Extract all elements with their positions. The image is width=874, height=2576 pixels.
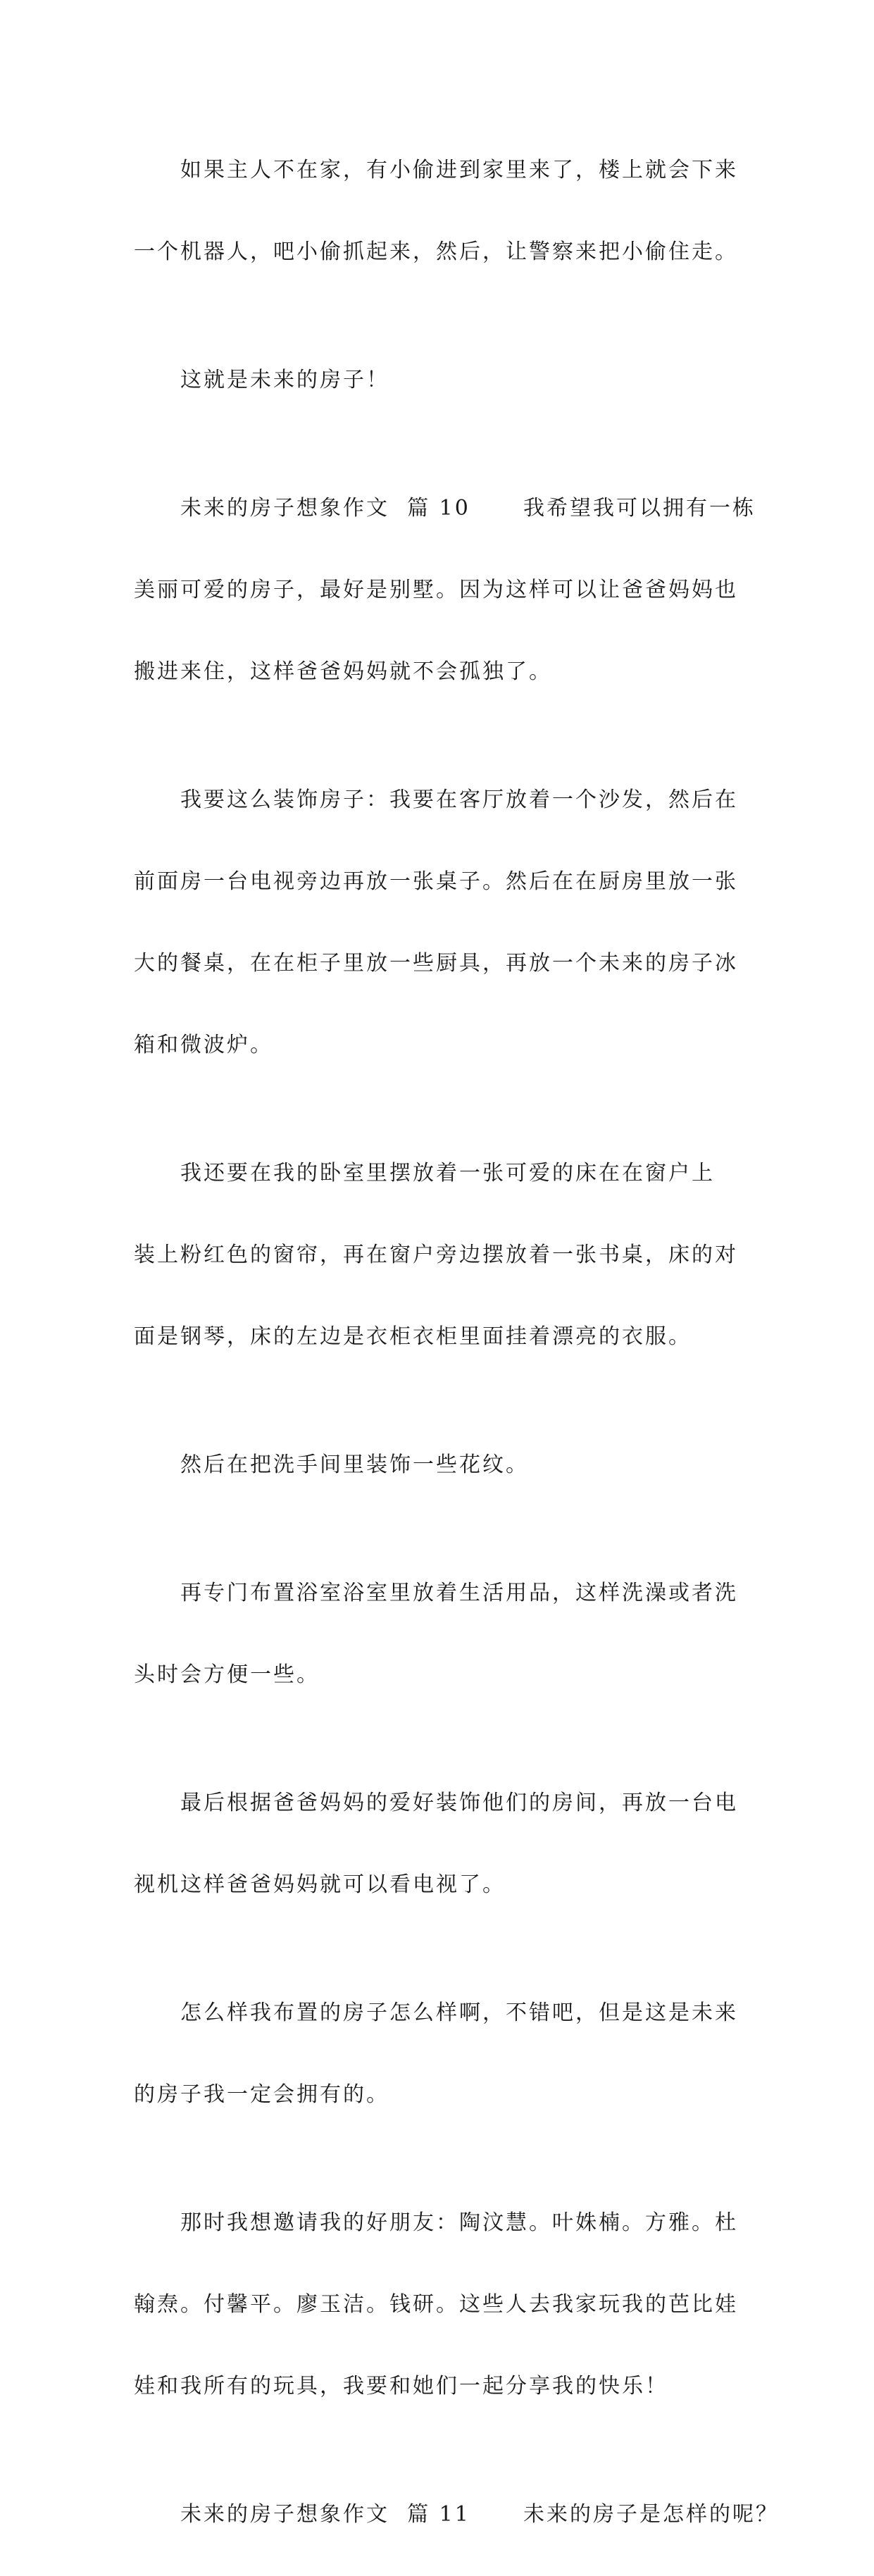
paragraph: [134, 2162, 754, 2448]
text-line: 翰焘。付馨平。廖玉洁。钱研。这些人去我家玩我的芭比娃: [134, 2292, 738, 2317]
text-line: 我要这么装饰房子：我要在客厅放着一个沙发，然后在: [180, 788, 738, 812]
text-line: 娃和我所有的玩具，我要和她们一起分享我的快乐！: [134, 2374, 668, 2398]
paragraph: [134, 1742, 754, 1946]
paragraph: [134, 109, 754, 313]
text-line: 这就是未来的房子！: [180, 368, 389, 392]
text-line: 箱和微波炉。: [134, 1033, 273, 1057]
paragraph: [134, 2453, 779, 2576]
text-line: 搬进来住，这样爸爸妈妈就不会孤独了。: [134, 659, 552, 684]
text-line: 未来的房子想象作文 篇 10 我希望我可以拥有一栋: [180, 496, 756, 521]
text-line: 前面房一台电视旁边再放一张桌子。然后在在厨房里放一张: [134, 869, 738, 894]
text-line: 面是钢琴，床的左边是衣柜衣柜里面挂着漂亮的衣服。: [134, 1324, 692, 1349]
text-line: 未来的房子想象作文 篇 11 未来的房子是怎样的呢？: [180, 2502, 779, 2527]
text-line: 最后根据爸爸妈妈的爱好装饰他们的房间，再放一台电: [180, 1791, 738, 1815]
text-line: 怎么样我布置的房子怎么样啊，不错吧，但是这是未来: [180, 2001, 738, 2025]
text-line: 如果主人不在家，有小偷进到家里来了，楼上就会下来: [180, 158, 738, 182]
text-line: 再专门布置浴室浴室里放着生活用品，这样洗澡或者洗: [180, 1581, 738, 1605]
paragraph: [134, 1532, 754, 1736]
text-line: 美丽可爱的房子，最好是别墅。因为这样可以让爸爸妈妈也: [134, 578, 738, 602]
text-line: 那时我想邀请我的好朋友：陶汶慧。叶姝楠。方雅。杜: [180, 2210, 738, 2235]
text-line: 头时会方便一些。: [134, 1662, 320, 1687]
paragraph: [134, 447, 754, 733]
text-line: 的房子我一定会拥有的。: [134, 2082, 389, 2107]
text-line: 然后在把洗手间里装饰一些花纹。: [180, 1452, 529, 1477]
text-line: 大的餐桌，在在柜子里放一些厨具，再放一个未来的房子冰: [134, 951, 738, 976]
document-body: [134, 109, 779, 2576]
text-line: 我还要在我的卧室里摆放着一张可爱的床在在窗户上: [180, 1161, 715, 1186]
paragraph: [134, 1952, 754, 2156]
paragraph: [134, 1112, 754, 1398]
text-line: 装上粉红色的窗帘，再在窗户旁边摆放着一张书桌，床的对: [134, 1243, 738, 1267]
text-line: 视机这样爸爸妈妈就可以看电视了。: [134, 1872, 506, 1897]
text-line: 一个机器人，吧小偷抓起来，然后，让警察来把小偷住走。: [134, 239, 738, 264]
paragraph: [134, 739, 754, 1107]
paragraph: [134, 319, 754, 442]
paragraph: [134, 1404, 754, 1526]
